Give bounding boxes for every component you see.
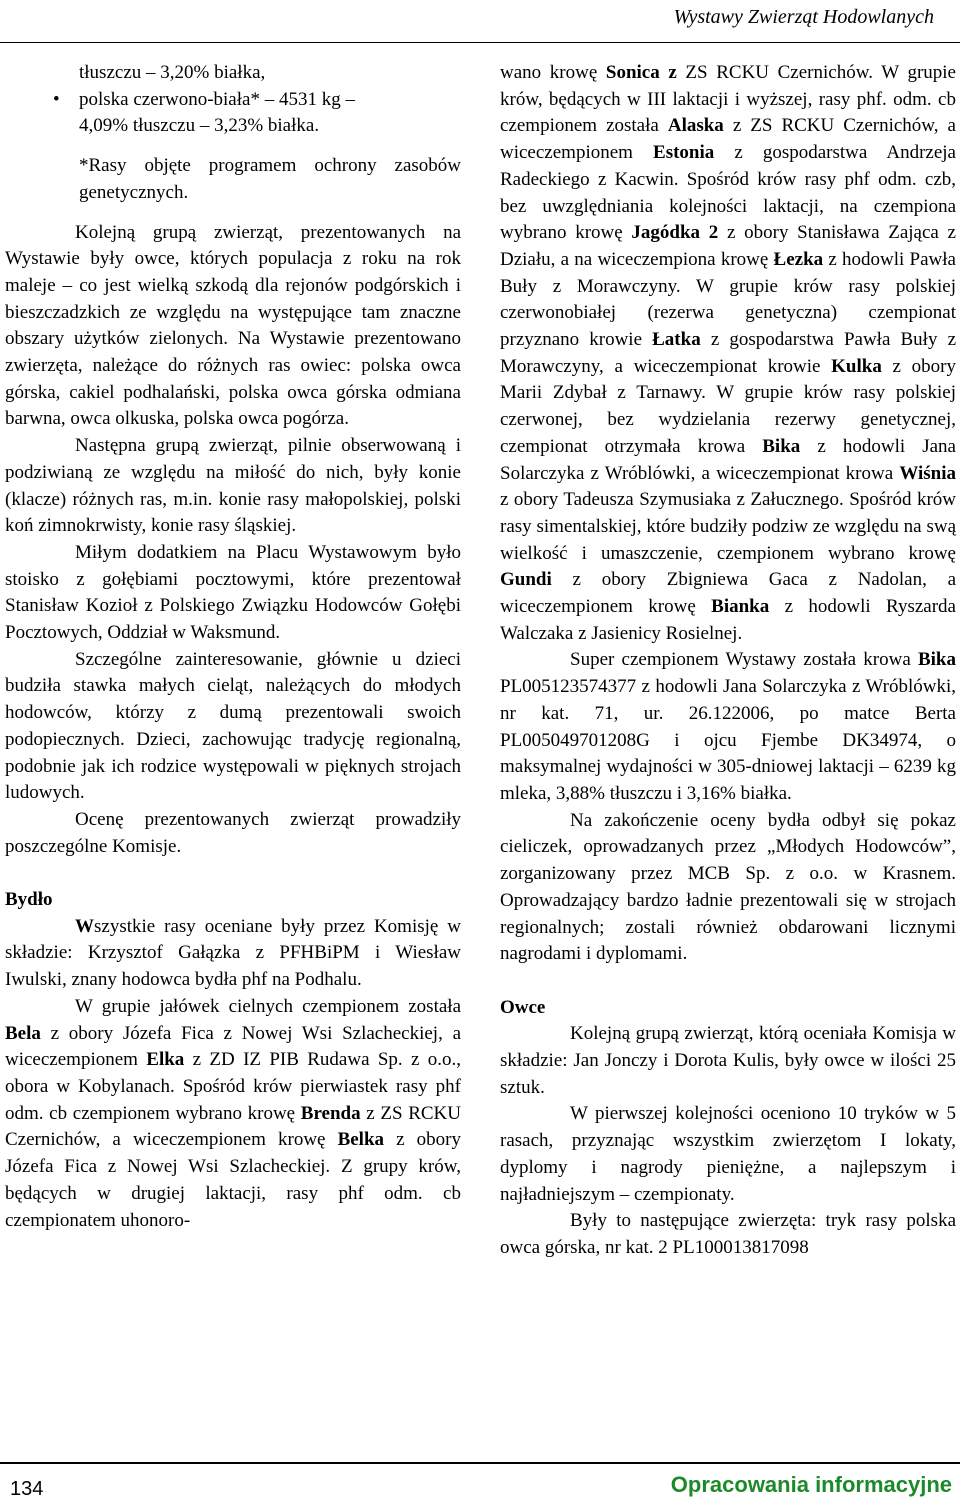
paragraph-cattle-commission: Wszystkie rasy oceniane były przez Komisję w składzie: Krzysztof Gałązka z PFHBiPM i Wiesław Iwulski, znany hodowca bydła phf na Podhalu. (5, 915, 461, 991)
right-column (500, 60, 956, 1262)
page-number: 134 (10, 1478, 44, 1500)
paragraph-cattle-results: W grupie jałówek cielnych czempionem została Bela z obory Józefa Fica z Nowej Wsi Szlacheckiej, a wiceczempionem Elka z ZD IZ PIB Rudawa Sp. z o.o., obora w Kobylanach. Spośród krów pierwiastek rasy phf odm. cb czempionem wybrano krowę Brenda z ZS RCKU Czernichów, a wiceczempionem krowę Belka z obory Józefa Fica z Nowej Wsi Szlacheckiej. Z grupy krów, będących w drugiej laktacji, rasy phf odm. cb czempionatem uhonoro- (5, 995, 461, 1231)
list-item: tłuszczu – 3,20% białka, (79, 62, 266, 83)
running-title: Wystawy Zwierząt Hodowlanych (673, 6, 934, 28)
paragraph-horses: Następna grupą zwierząt, pilnie obserwowaną i podziwianą ze względu na miłość do nich, były konie (klacze) różnych ras, m.in. konie rasy małopolskiej, polski koń zimnokrwisty, konie rasy śląskiej. (5, 435, 461, 537)
paragraph-sheep-commission: Kolejną grupą zwierząt, którą oceniała Komisja w składzie: Jan Jonczy i Dorota Kulis, były owce w ilości 25 sztuk. (500, 1023, 956, 1098)
list-item: 4,09% tłuszczu – 3,23% białka. (79, 115, 320, 137)
section-heading-sheep: Owce (500, 996, 546, 1018)
paragraph-heifer-show: Na zakończenie oceny bydła odbył się pokaz cieliczek, oprowadzanych przez „Młodych Hodowców”, zorganizowany przez MCB Sp. z o.o. w Krasnem. Oprowadzający bardzo ładnie prezentowali się w strojach regionalnych; zostali również obdarowani licznymi nagrodami i dyplomami. (500, 809, 956, 965)
left-column (5, 60, 461, 1234)
section-heading-cattle: Bydło (5, 889, 53, 911)
footer-section-title: Opracowania informacyjne (670, 1472, 952, 1497)
footnote: *Rasy objęte programem ochrony zasobów genetycznych. (79, 155, 461, 203)
page-footer (0, 1462, 960, 1510)
paragraph-sheep-intro: Kolejną grupą zwierząt, prezentowanych na Wystawie były owce, których populacja z roku na rok maleje – co jest wielką szkodą dla rejonów podgórskich i bieszczadzkich ze względu na występujące tam znaczne obszary użytków zielonych. Na Wystawie prezentowano zwierzęta, należące do różnych ras owiec: polska owca górska, cakiel podhalański, polska owca górska odmiana barwna, owca olkuska, polska owca pogórza. (5, 221, 461, 430)
paragraph-pigeons: Miłym dodatkiem na Placu Wystawowym było stoisko z gołębiami pocztowymi, które prezentował Stanisław Kozioł z Polskiego Związku Hodowców Gołębi Pocztowych, Oddział w Waksmund. (5, 541, 461, 644)
breed-list (5, 60, 461, 140)
paragraph-calves: Szczególne zainteresowanie, głównie u dzieci budziła stawka małych cieląt, należących do młodych hodowców, którzy z dumą prezentowali swoich podopiecznych. Dzieci, zachowując tradycję regionalną, podobnie jak ich rodzice występowali w pięknych strojach ludowych. (5, 648, 461, 804)
list-item: • polska czerwono-biała* – 4531 kg – (79, 87, 461, 114)
page-header (0, 0, 960, 43)
paragraph-sheep-rams: W pierwszej kolejności oceniono 10 tryków w 5 rasach, przyznając wszystkim zwierzętom I lokaty, dyplomy i nagrody pieniężne, a najlepszym i najładniejszym – czempionaty. (500, 1103, 956, 1205)
paragraph-commissions: Ocenę prezentowanych zwierząt prowadziły poszczególne Komisje. (5, 808, 461, 857)
paragraph-cattle-results-cont: wano krowę Sonica z ZS RCKU Czernichów. W grupie krów, będących w III laktacji i wyższej, rasy phf. odm. cb czempionem została Alaska z ZS RCKU Czernichów, a wiceczempionem Estonia z gospodarstwa Andrzeja Radeckiego z Kacwin. Spośród krów rasy phf odm. czb, bez uwzględniania kolejności laktacji, na czempiona wybrano krowę Jagódka 2 z obory Stanisława Zająca z Działu, a na wiceczempiona krowę Łezka z hodowli Pawła Buły z Morawczyny. W grupie krów rasy polskiej czerwonobiałej (rezerwa genetyczna) czempionat przyznano krowie Łatka z gospodarstwa Pawła Buły z Morawczyny, a wiceczempionat krowie Kulka z obory Marii Zdybał z Tarnawy. W grupie krów rasy polskiej czerwonej, bez wydzielania rezerwy genetycznej, czempionat otrzymała krowa Bika z hodowli Jana Solarczyka z Wróblówki, a wiceczempionat krowa Wiśnia z obory Tadeusza Szymusiaka z Załucznego. Spośród krów rasy simentalskiej, które budziły podziw ze względu na swą wielkość i umaszczenie, czempionem wybrano krowę Gundi z obory Zbigniewa Gaca z Nadolan, a wiceczempionem krowę Bianka z hodowli Ryszarda Walczaka z Jasienicy Rosielnej. (500, 62, 957, 644)
paragraph-super-champion: Super czempionem Wystawy została krowa Bika PL005123574377 z hodowli Jana Solarczyka z Wróblówki, nr kat. 71, ur. 26.122006, po matce Berta PL005049701208G i ojcu Fjembe DK34974, o maksymalnej wydajności w 305-dniowej laktacji – 6239 kg mleka, 3,88% tłuszczu i 3,16% białka. (500, 649, 956, 804)
paragraph-sheep-animals: Były to następujące zwierzęta: tryk rasy polska owca górska, nr kat. 2 PL100013817098 (500, 1210, 956, 1258)
